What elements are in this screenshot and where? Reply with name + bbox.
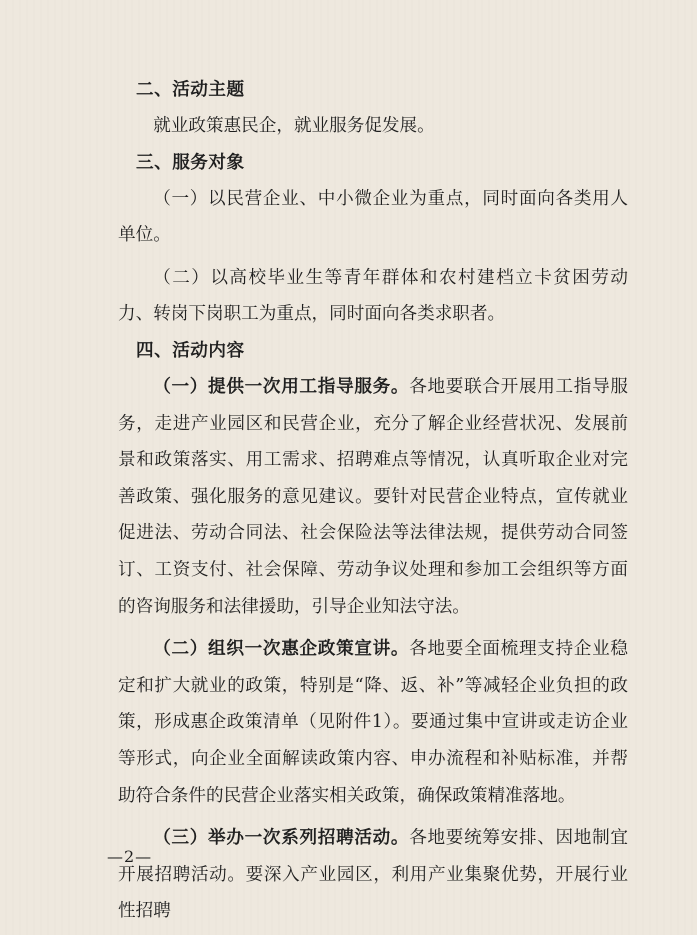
section-heading-2: 二、活动主题	[136, 80, 245, 100]
section-4-item-3-body: 各地要统筹安排、因地制宜开展招聘活动。要深入产业园区，利用产业集聚优势，开展行业性招聘	[118, 828, 628, 922]
section-heading-4: 四、活动内容	[136, 340, 245, 361]
section-4-item-2-body: 各地要全面梳理支持企业稳定和扩大就业的政策，特别是“降、返、补”等减轻企业负担的政策，形成惠企政策清单（见附件1）。要通过集中宣讲或走访企业等形式，向企业全面解读政策内容、申办流程和补贴标准，并帮助符合条件的民营企业落实相关政策，确保政策精准落地。	[118, 639, 628, 806]
section-4-item-1	[118, 369, 628, 625]
section-4-item-1-body: 各地要联合开展用工指导服务，走进产业园区和民营企业，充分了解企业经营状况、发展前景和政策落实、用工需求、招聘难点等情况，认真听取企业对完善政策、强化服务的意见建议。要针对民营企业特点，宣传就业促进法、劳动合同法、社会保险法等法律法规，提供劳动合同签订、工资支付、社会保障、劳动争议处理和参加工会组织等方面的咨询服务和法律援助，引导企业知法守法。	[118, 376, 628, 617]
page-number: —2—	[107, 847, 153, 866]
section-4-item-3-lead: （三）举办一次系列招聘活动。	[153, 828, 410, 849]
section-3-item-2: （二）以高校毕业生等青年群体和农村建档立卡贫困劳动力、转岗下岗职工为重点，同时面向各类求职者。	[118, 267, 628, 325]
section-4-item-2	[118, 631, 628, 814]
section-4-item-1-lead: （一）提供一次用工指导服务。	[153, 376, 410, 397]
section-heading-3: 三、服务对象	[136, 152, 245, 173]
section-3-item-1: （一）以民营企业、中小微企业为重点，同时面向各类用人单位。	[118, 188, 628, 246]
document-body	[118, 72, 628, 930]
section-4-item-3	[118, 820, 628, 930]
section-2-body: 就业政策惠民企，就业服务促发展。	[153, 116, 435, 136]
section-4-item-2-lead: （二）组织一次惠企政策宣讲。	[153, 639, 410, 660]
